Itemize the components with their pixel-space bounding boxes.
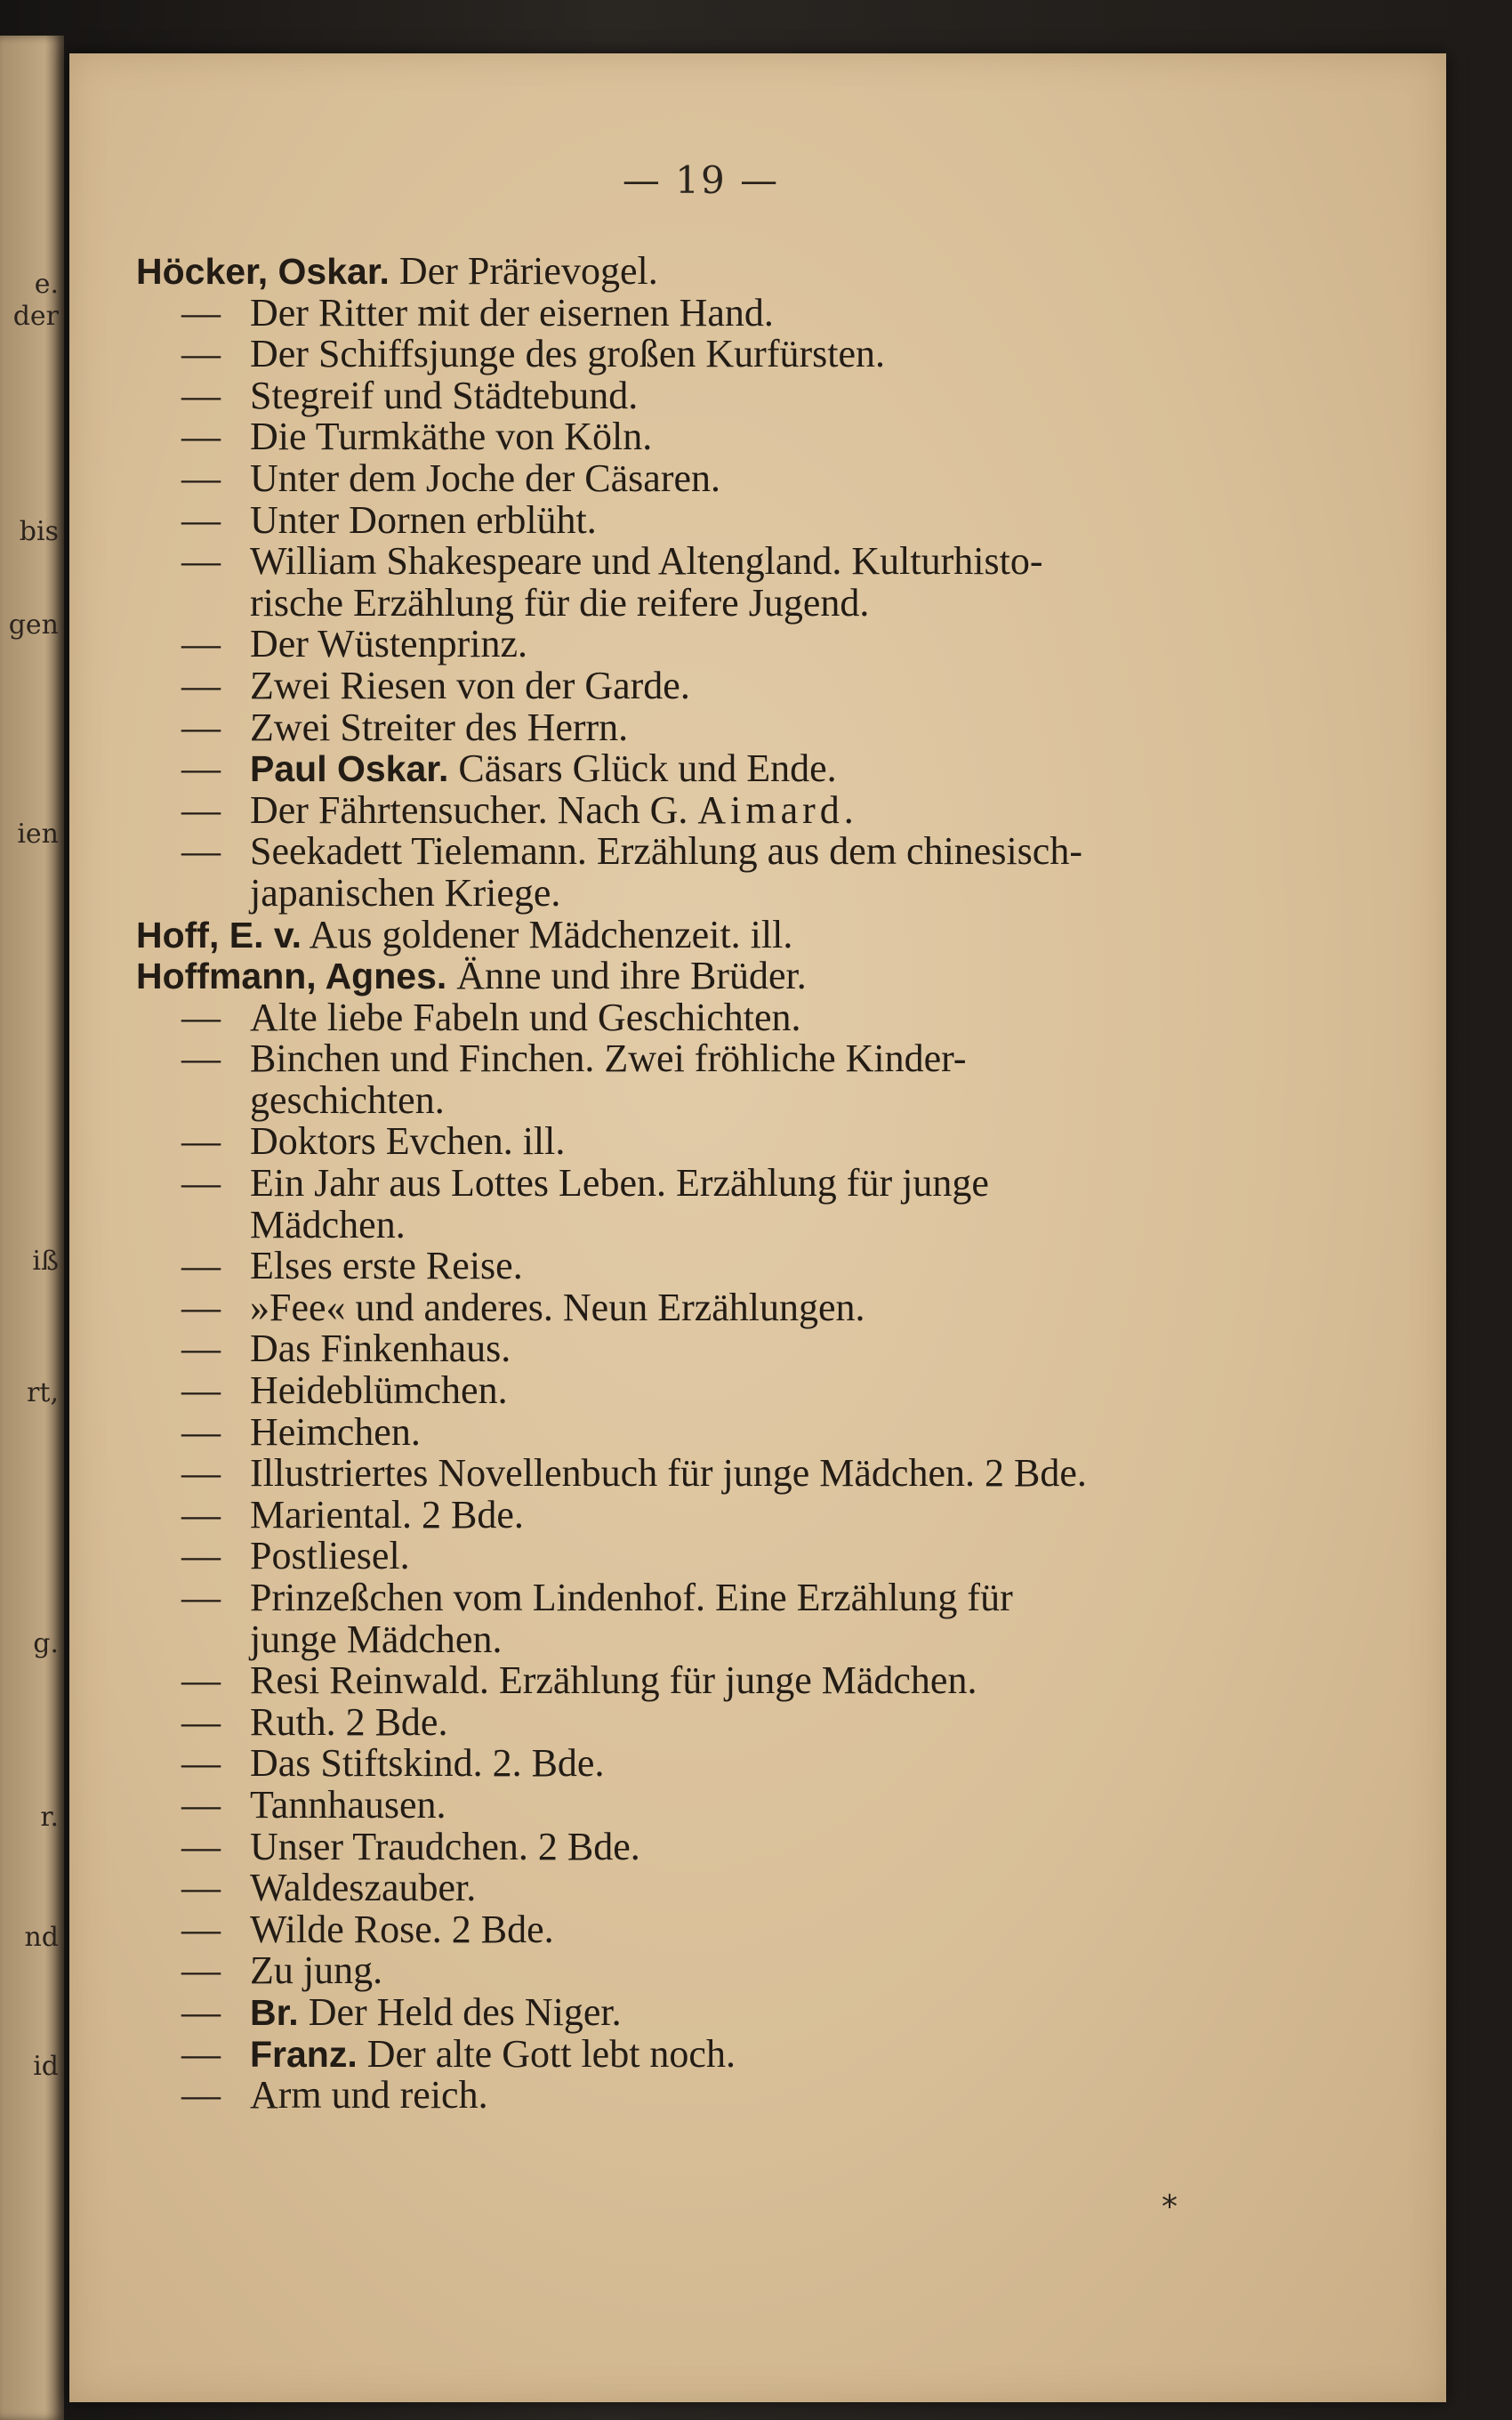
entry-title: Postliesel. — [250, 1534, 410, 1578]
ditto-dash: — — [181, 1534, 221, 1578]
ditto-dash: — — [181, 456, 221, 500]
entry-sub — [136, 1989, 1372, 2034]
ditto-dash: — — [181, 2073, 221, 2118]
entry-sub — [136, 624, 1372, 666]
ditto-dash: — — [181, 1451, 221, 1496]
entry-title: Zwei Riesen von der Garde. — [250, 663, 690, 707]
entry-title: Unter Dornen erblüht. — [250, 497, 597, 542]
entry-sub — [136, 1038, 1372, 1080]
ditto-dash: — — [181, 1368, 221, 1413]
footer-asterisk: * — [1162, 2189, 1178, 2225]
ditto-dash: — — [181, 290, 221, 335]
entry-sub — [136, 707, 1372, 749]
ditto-dash: — — [181, 1119, 221, 1164]
ditto-dash: — — [181, 2031, 221, 2076]
margin-fragment: der — [12, 301, 59, 332]
entry-title: Das Stiftskind. 2. Bde. — [250, 1741, 605, 1786]
entry-sub — [136, 1950, 1372, 1992]
entry-title: Illustriertes Novellenbuch für junge Mädchen. 2 Bde. — [250, 1451, 1087, 1496]
ditto-dash: — — [181, 1492, 221, 1537]
spaced-author: Aimard. — [697, 787, 858, 832]
ditto-dash: — — [181, 1948, 221, 1993]
entry-title: Ruth. 2 Bde. — [250, 1699, 448, 1744]
entry-sub — [136, 663, 1372, 707]
entry-title: Der Held des Niger. — [308, 1989, 622, 2034]
entry-title: »Fee« und anderes. Neun Erzählungen. — [250, 1285, 865, 1329]
entry-sub — [136, 1246, 1372, 1287]
ditto-dash: — — [181, 1866, 221, 1910]
entry-title: Mädchen. — [250, 1202, 406, 1246]
ditto-dash: — — [181, 829, 221, 874]
ditto-dash: — — [181, 539, 221, 584]
entry-sub — [136, 1660, 1372, 1702]
entry-sub — [136, 1867, 1372, 1909]
entry-sub — [136, 748, 1372, 790]
entry-author — [136, 912, 1372, 956]
entry-title: Elses erste Reise. — [250, 1244, 523, 1288]
ditto-dash: — — [181, 1037, 221, 1081]
entry-sub — [136, 290, 1372, 335]
entry-title: William Shakespeare und Altengland. Kulturhisto- — [250, 539, 1043, 584]
ditto-dash: — — [181, 1576, 221, 1619]
entry-sub — [136, 458, 1372, 500]
entry-sub — [136, 1492, 1372, 1537]
entry-sub — [136, 1409, 1372, 1454]
margin-fragment: bis — [19, 516, 59, 547]
entry-title: Der alte Gott lebt noch. — [366, 2031, 736, 2076]
entry-sub — [136, 1909, 1372, 1951]
ditto-dash: — — [181, 1824, 221, 1868]
entry-title: Binchen und Finchen. Zwei fröhliche Kinder- — [250, 1037, 967, 1081]
author-name: Höcker, Oskar. — [136, 251, 390, 292]
entry-sub — [136, 787, 1372, 832]
entry-title: Waldeszauber. — [250, 1866, 477, 1910]
ditto-dash: — — [181, 1741, 221, 1786]
entry-title: Mariental. 2 Bde. — [250, 1492, 524, 1537]
author-name: Hoff, E. v. — [136, 914, 302, 956]
entry-sub — [136, 375, 1372, 417]
entry-sub — [136, 1536, 1372, 1577]
margin-fragment: rt, — [27, 1377, 59, 1408]
ditto-dash: — — [181, 1782, 221, 1827]
entry-continuation — [136, 1202, 1372, 1246]
entry-title: Zu jung. — [250, 1948, 383, 1993]
entry-title: geschichten. — [250, 1077, 445, 1122]
entry-sub — [136, 831, 1372, 873]
ditto-dash: — — [181, 415, 221, 459]
entry-title: Tannhausen. — [250, 1782, 446, 1827]
entry-sub — [136, 1163, 1372, 1205]
entry-title: rische Erzählung für die reifere Jugend. — [250, 580, 870, 625]
facing-page-edge — [0, 36, 64, 2420]
ditto-dash: — — [181, 1699, 221, 1744]
entry-sub — [136, 1121, 1372, 1163]
entry-continuation — [136, 1619, 1372, 1661]
entry-sub — [136, 1699, 1372, 1744]
entry-sub — [136, 1743, 1372, 1785]
entry-title: Heideblümchen. — [250, 1368, 508, 1413]
entry-sub — [136, 334, 1372, 375]
entry-sub — [136, 1782, 1372, 1827]
book-page — [69, 53, 1446, 2402]
author-name: Franz. — [250, 2033, 358, 2075]
ditto-dash: — — [181, 622, 221, 666]
ditto-dash: — — [181, 373, 221, 417]
entry-sub — [136, 1577, 1372, 1619]
entry-title: Seekadett Tielemann. Erzählung aus dem chinesisch- — [250, 829, 1082, 874]
entry-continuation — [136, 1077, 1372, 1122]
entry-title: Wilde Rose. 2 Bde. — [250, 1907, 554, 1951]
margin-fragment: g. — [33, 1628, 59, 1659]
entry-sub — [136, 2075, 1372, 2117]
ditto-dash: — — [181, 1989, 221, 2034]
ditto-dash: — — [181, 1658, 221, 1703]
author-name: Br. — [250, 1991, 299, 2033]
author-name: Paul Oskar. — [250, 748, 449, 790]
page-number: — 19 — — [622, 158, 780, 202]
entry-sub — [136, 2031, 1372, 2076]
entry-title: Zwei Streiter des Herrn. — [250, 705, 629, 749]
entry-title: Alte liebe Fabeln und Geschichten. — [250, 995, 801, 1039]
entry-sub — [136, 1453, 1372, 1495]
entry-sub — [136, 497, 1372, 542]
entry-title: Resi Reinwald. Erzählung für junge Mädchen. — [250, 1658, 977, 1703]
entry-title: Unter dem Joche der Cäsaren. — [250, 456, 721, 500]
entry-title: Der Fährtensucher. Nach G. — [250, 787, 688, 832]
entry-title: Prinzeßchen vom Lindenhof. Eine Erzählung für — [250, 1576, 1013, 1619]
catalog-entries — [136, 251, 1372, 2117]
margin-fragment: id — [33, 2051, 59, 2082]
ditto-dash: — — [181, 332, 221, 376]
entry-title: Änne und ihre Brüder. — [456, 954, 807, 998]
entry-title: Ein Jahr aus Lottes Leben. Erzählung für junge — [250, 1161, 989, 1206]
ditto-dash: — — [181, 1409, 221, 1454]
entry-continuation — [136, 870, 1372, 915]
entry-title: Unser Traudchen. 2 Bde. — [250, 1824, 640, 1868]
margin-fragment: r. — [40, 1802, 59, 1833]
entry-author — [136, 251, 1372, 293]
author-name: Hoffmann, Agnes. — [136, 956, 447, 997]
ditto-dash: — — [181, 1327, 221, 1371]
entry-title: Aus goldener Mädchenzeit. ill. — [309, 912, 793, 956]
ditto-dash: — — [181, 705, 221, 749]
entry-title: Der Wüstenprinz. — [250, 622, 527, 666]
ditto-dash: — — [181, 995, 221, 1039]
entry-title: Der Schiffsjunge des großen Kurfürsten. — [250, 332, 886, 376]
entry-sub — [136, 541, 1372, 583]
entry-title: Die Turmkäthe von Köln. — [250, 415, 653, 459]
entry-title: Heimchen. — [250, 1409, 421, 1454]
ditto-dash: — — [181, 1285, 221, 1329]
ditto-dash: — — [181, 1907, 221, 1951]
entry-sub — [136, 416, 1372, 458]
entry-sub — [136, 1328, 1372, 1370]
ditto-dash: — — [181, 497, 221, 542]
entry-continuation — [136, 580, 1372, 625]
ditto-dash: — — [181, 1244, 221, 1288]
ditto-dash: — — [181, 1161, 221, 1206]
entry-title: Cäsars Glück und Ende. — [458, 746, 837, 791]
entry-title: Das Finkenhaus. — [250, 1327, 511, 1371]
margin-fragment: gen — [8, 609, 59, 641]
ditto-dash: — — [181, 746, 221, 791]
entry-sub — [136, 1824, 1372, 1868]
entry-sub — [136, 997, 1372, 1039]
entry-author — [136, 956, 1372, 997]
entry-title: Doktors Evchen. ill. — [250, 1119, 566, 1164]
entry-title: japanischen Kriege. — [250, 870, 561, 915]
ditto-dash: — — [181, 787, 221, 832]
entry-title: junge Mädchen. — [250, 1617, 503, 1661]
entry-title: Stegreif und Städtebund. — [250, 373, 639, 417]
entry-sub — [136, 1287, 1372, 1329]
entry-title: Der Ritter mit der eisernen Hand. — [250, 290, 774, 335]
entry-title: Der Prärievogel. — [398, 249, 658, 293]
entry-title: Arm und reich. — [250, 2073, 488, 2118]
margin-fragment: e. — [34, 269, 59, 300]
margin-fragment: ien — [17, 819, 59, 850]
margin-fragment: nd — [24, 1922, 59, 1953]
ditto-dash: — — [181, 663, 221, 707]
margin-fragment: iß — [32, 1246, 59, 1277]
entry-sub — [136, 1370, 1372, 1412]
